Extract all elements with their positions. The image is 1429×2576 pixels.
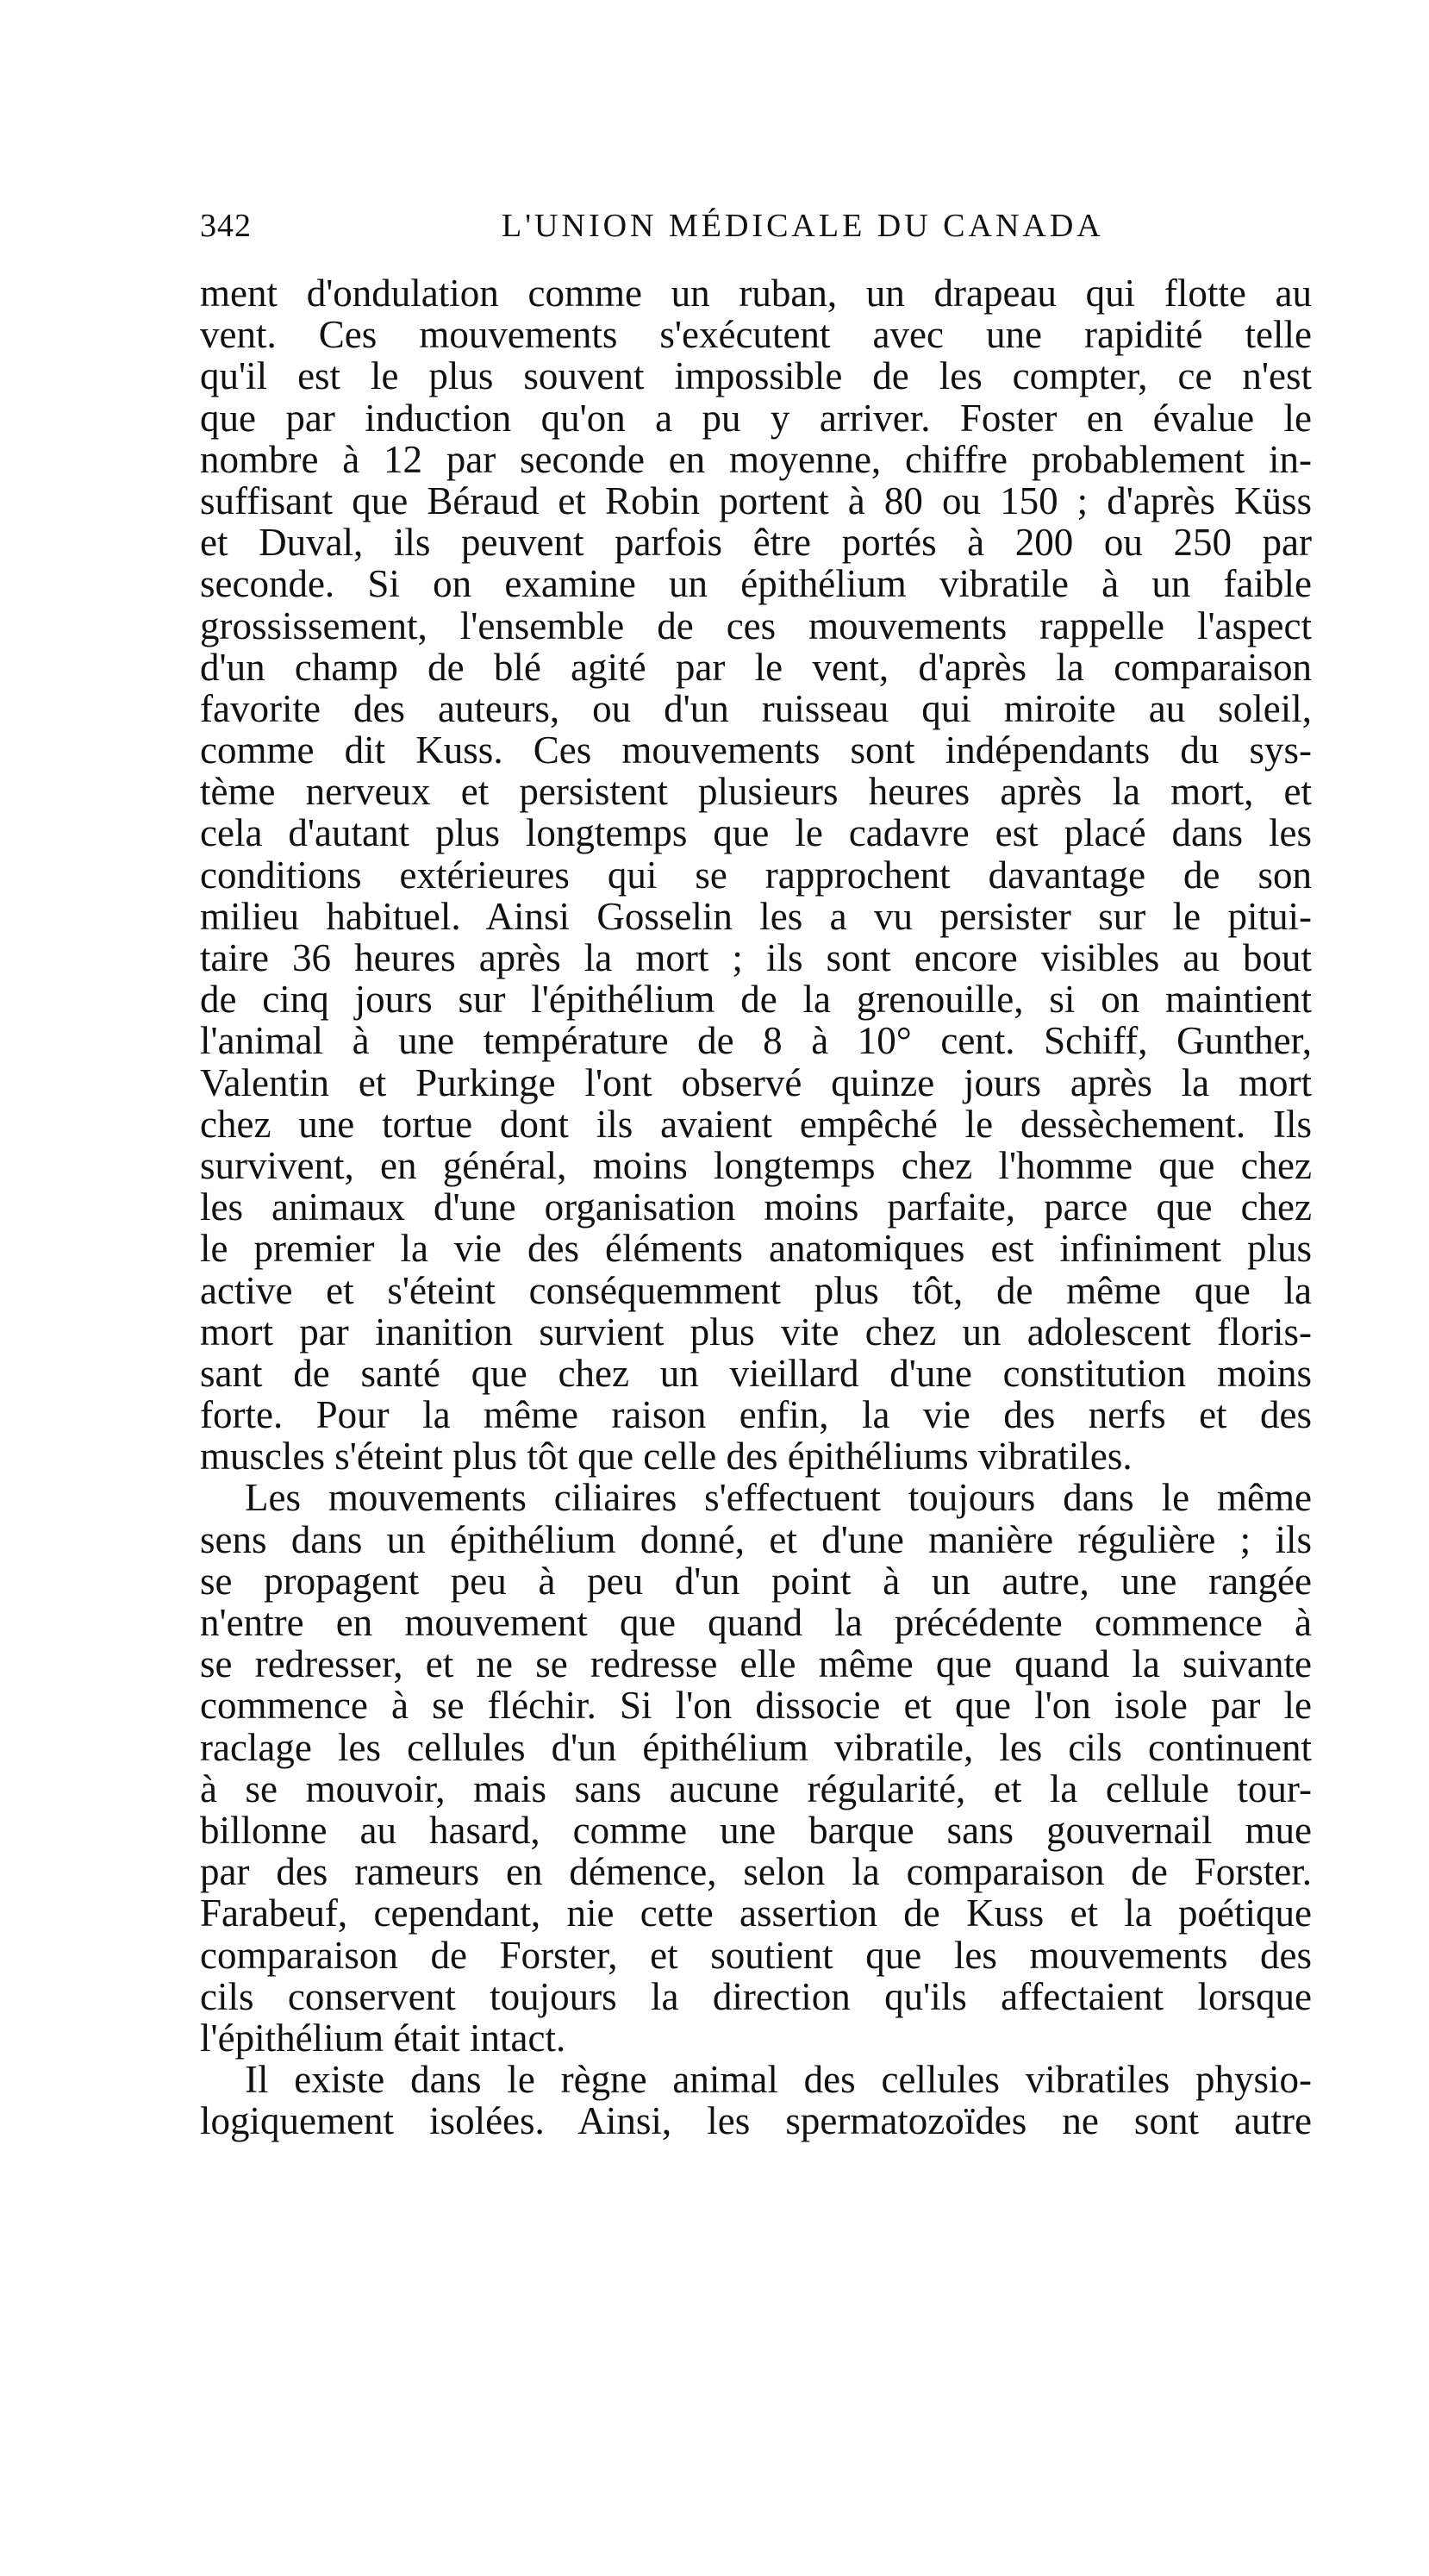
page-number: 342 (200, 208, 252, 244)
text-line: suffisant que Béraud et Robin portent à 80 ou 150 ; d'après Küss (200, 478, 1312, 522)
text-line: grossissement, l'ensemble de ces mouvements rappelle l'aspect (200, 603, 1312, 647)
text-line: forte. Pour la même raison enfin, la vie des nerfs et des (200, 1393, 1312, 1437)
text-line: sant de santé que chez un vieillard d'une constitution moins (200, 1351, 1312, 1395)
text-line: vent. Ces mouvements s'exécutent avec une rapidité telle (200, 313, 1312, 357)
text-line: logiquement isolées. Ainsi, les spermatozoïdes ne sont autre (200, 2099, 1312, 2143)
running-head (200, 205, 1303, 247)
text-line: les animaux d'une organisation moins parfaite, parce que chez (200, 1185, 1312, 1229)
body-text (200, 272, 1312, 2141)
text-line: mort par inanition survient plus vite chez un adolescent floris- (200, 1310, 1312, 1354)
text-line: raclage les cellules d'un épithélium vibratile, les cils continuent (200, 1725, 1312, 1769)
text-line: à se mouvoir, mais sans aucune régularité, et la cellule tour- (200, 1766, 1312, 1810)
journal-title: L'UNION MÉDICALE DU CANADA (502, 208, 1104, 244)
text-line: ment d'ondulation comme un ruban, un drapeau qui flotte au (200, 272, 1312, 315)
text-line: seconde. Si on examine un épithélium vibratile à un faible (200, 562, 1312, 606)
text-line: cils conservent toujours la direction qu'ils affectaient lorsque (200, 1974, 1312, 2018)
text-line: et Duval, ils peuvent parfois être portés à 200 ou 250 par (200, 521, 1312, 565)
text-line: se propagent peu à peu d'un point à un autre, une rangée (200, 1559, 1312, 1603)
text-line: Farabeuf, cependant, nie cette assertion de Kuss et la poétique (200, 1891, 1312, 1935)
text-line: commence à se fléchir. Si l'on dissocie et que l'on isole par le (200, 1684, 1312, 1728)
text-line: comparaison de Forster, et soutient que les mouvements des (200, 1933, 1312, 1977)
text-line: se redresser, et ne se redresse elle même que quand la suivante (200, 1642, 1312, 1686)
text-line: milieu habituel. Ainsi Gosselin les a vu persister sur le pitui- (200, 894, 1312, 938)
text-line: de cinq jours sur l'épithélium de la grenouille, si on maintient (200, 978, 1312, 1022)
text-line: l'animal à une température de 8 à 10° cent. Schiff, Gunther, (200, 1019, 1312, 1063)
text-line: l'épithélium était intact. (200, 2016, 566, 2060)
text-line: tème nerveux et persistent plusieurs heures après la mort, et (200, 770, 1312, 814)
text-line: taire 36 heures après la mort ; ils sont encore visibles au bout (200, 936, 1312, 979)
text-line: par des rameurs en démence, selon la comparaison de Forster. (200, 1850, 1312, 1894)
text-line: conditions extérieures qui se rapprochent davantage de son (200, 853, 1312, 897)
text-line: comme dit Kuss. Ces mouvements sont indépendants du sys- (200, 728, 1312, 772)
text-line: Valentin et Purkinge l'ont observé quinze jours après la mort (200, 1060, 1312, 1104)
text-line: le premier la vie des éléments anatomiques est infiniment plus (200, 1227, 1312, 1271)
text-line: survivent, en général, moins longtemps chez l'homme que chez (200, 1143, 1312, 1187)
text-line: active et s'éteint conséquemment plus tôt, de même que la (200, 1268, 1312, 1312)
text-line: favorite des auteurs, ou d'un ruisseau qui miroite au soleil, (200, 686, 1312, 730)
text-line: qu'il est le plus souvent impossible de les compter, ce n'est (200, 354, 1312, 398)
paragraph-start-line: Il existe dans le règne animal des cellules vibratiles physio- (245, 2058, 1312, 2102)
text-line: nombre à 12 par seconde en moyenne, chiffre probablement in- (200, 437, 1312, 481)
text-line: que par induction qu'on a pu y arriver. Foster en évalue le (200, 396, 1312, 440)
text-line: cela d'autant plus longtemps que le cadavre est placé dans les (200, 811, 1312, 855)
paragraph-start-line: Les mouvements ciliaires s'effectuent toujours dans le même (245, 1476, 1312, 1520)
text-line: sens dans un épithélium donné, et d'une manière régulière ; ils (200, 1517, 1312, 1561)
text-line: n'entre en mouvement que quand la précédente commence à (200, 1601, 1312, 1644)
text-line: d'un champ de blé agité par le vent, d'après la comparaison (200, 645, 1312, 689)
text-line: chez une tortue dont ils avaient empêché le dessèchement. Ils (200, 1102, 1312, 1146)
text-line: billonne au hasard, comme une barque sans gouvernail mue (200, 1808, 1312, 1852)
text-line: muscles s'éteint plus tôt que celle des épithéliums vibratiles. (200, 1435, 1133, 1479)
